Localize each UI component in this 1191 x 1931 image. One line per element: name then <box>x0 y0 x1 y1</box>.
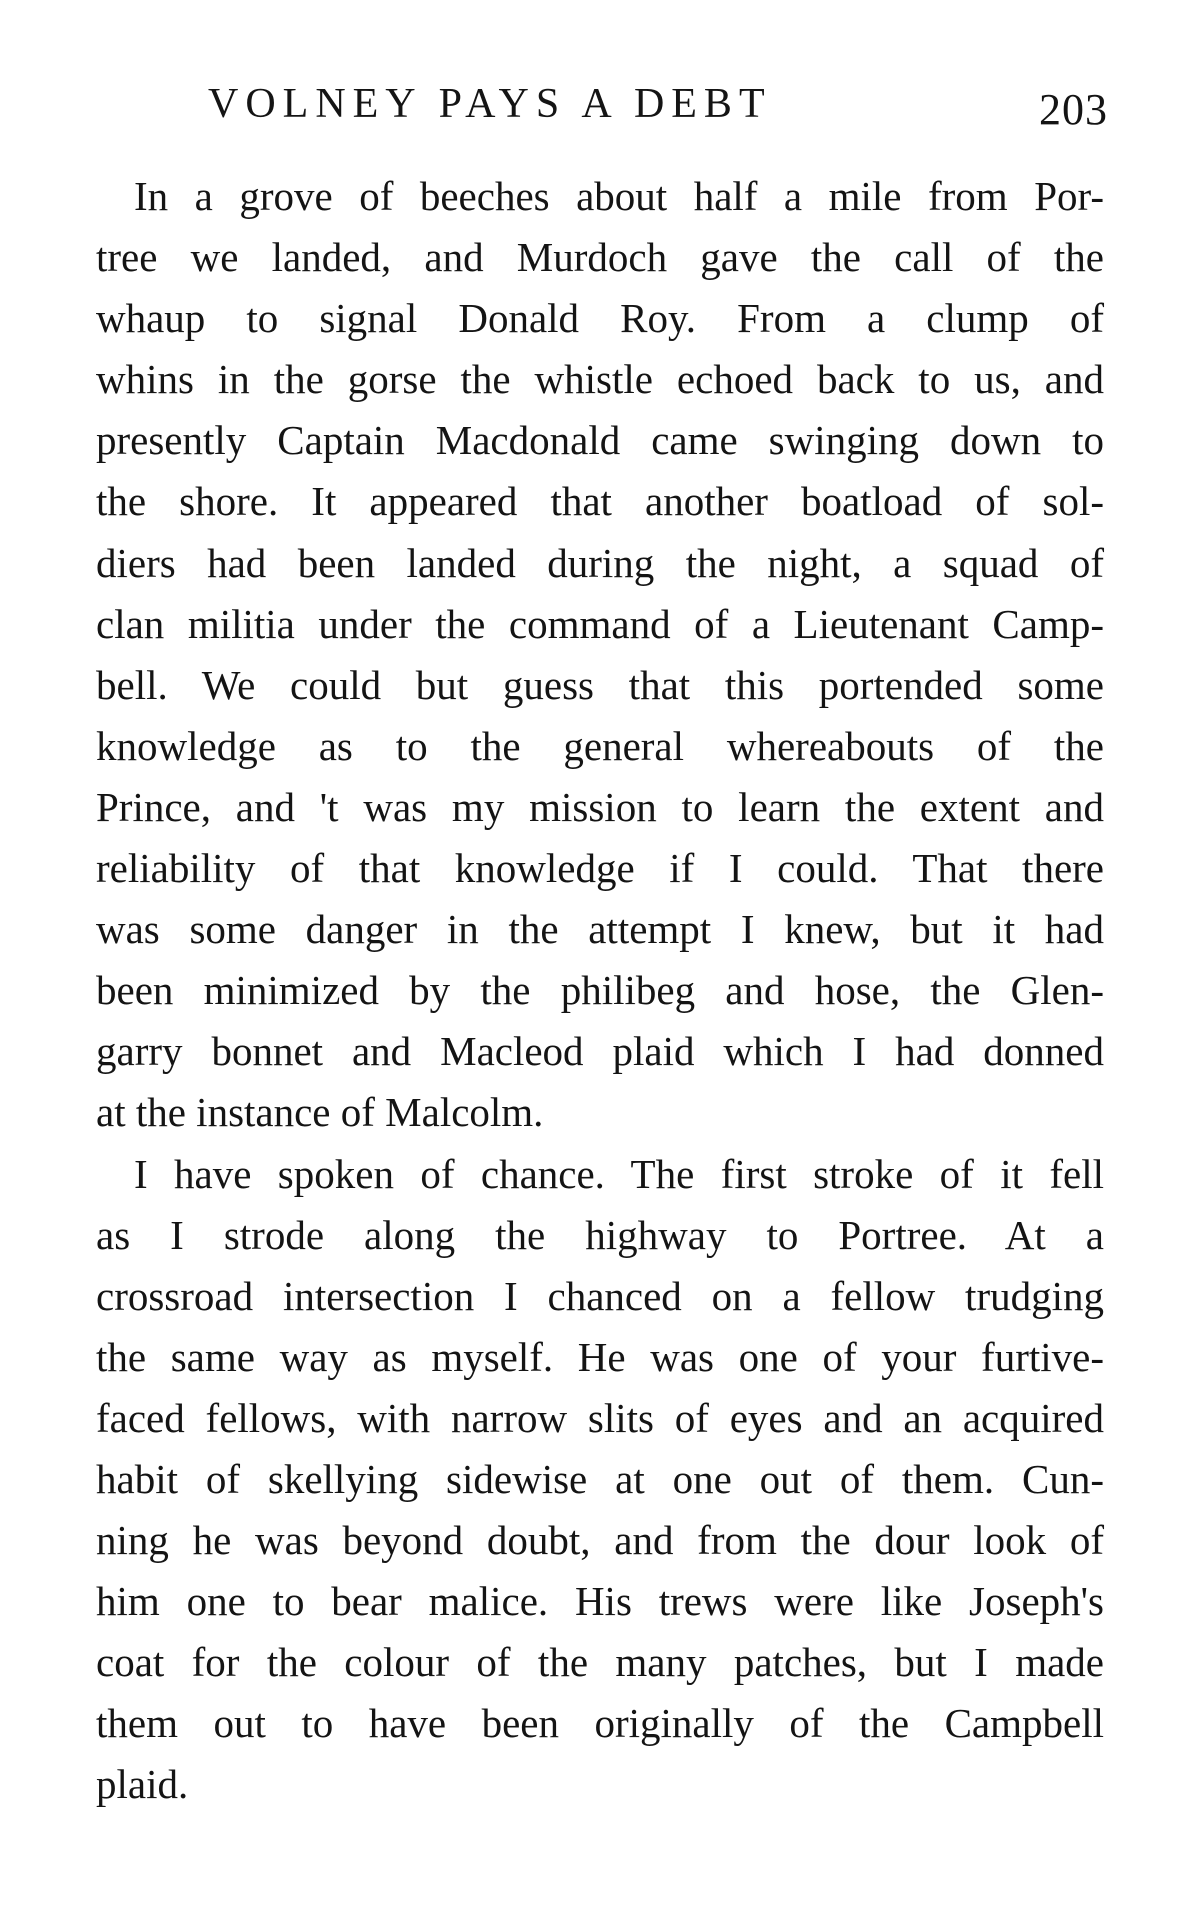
text-line: whaup to signal Donald Roy. From a clump of <box>96 295 1104 342</box>
paragraph <box>96 166 1104 1144</box>
page-number: 203 <box>1039 85 1108 134</box>
text-line: presently Captain Macdonald came swinging down to <box>96 417 1104 464</box>
text-line: I have spoken of chance. The first stroke of it fell <box>134 1150 1104 1197</box>
text-line: them out to have been originally of the Campbell <box>96 1700 1104 1747</box>
text-line: faced fellows, with narrow slits of eyes and an acquired <box>96 1394 1104 1441</box>
text-line: habit of skellying sidewise at one out of them. Cun- <box>96 1455 1104 1502</box>
text-line: been minimized by the philibeg and hose, the Glen- <box>96 967 1104 1014</box>
text-line: garry bonnet and Macleod plaid which I had donned <box>96 1028 1104 1075</box>
text-line: tree we landed, and Murdoch gave the call of the <box>96 234 1104 281</box>
text-line: Prince, and 't was my mission to learn the extent and <box>96 783 1104 830</box>
running-head <box>96 74 1116 134</box>
text-line: crossroad intersection I chanced on a fellow trudging <box>96 1272 1104 1319</box>
running-title: VOLNEY PAYS A DEBT <box>208 81 772 127</box>
text-line: diers had been landed during the night, a squad of <box>96 539 1104 586</box>
text-line: at the instance of Malcolm. <box>96 1089 544 1136</box>
text-line: ning he was beyond doubt, and from the dour look of <box>96 1517 1104 1564</box>
text-line: was some danger in the attempt I knew, but it had <box>96 906 1104 953</box>
text-line: bell. We could but guess that this portended some <box>96 661 1104 708</box>
text-line: plaid. <box>96 1761 189 1808</box>
text-line: whins in the gorse the whistle echoed back to us, and <box>96 356 1104 403</box>
text-line: knowledge as to the general whereabouts of the <box>96 722 1104 769</box>
body-text <box>96 166 1104 1816</box>
text-line: the same way as myself. He was one of your furtive- <box>96 1333 1104 1380</box>
text-line: coat for the colour of the many patches, but I made <box>96 1639 1104 1686</box>
paragraph <box>96 1144 1104 1816</box>
text-line: clan militia under the command of a Lieutenant Camp- <box>96 600 1104 647</box>
text-line: him one to bear malice. His trews were like Joseph's <box>96 1578 1104 1625</box>
text-line: as I strode along the highway to Portree. At a <box>96 1211 1104 1258</box>
text-line: reliability of that knowledge if I could. That there <box>96 845 1104 892</box>
text-line: In a grove of beeches about half a mile from Por- <box>134 173 1104 219</box>
text-line: the shore. It appeared that another boatload of sol- <box>96 478 1104 525</box>
